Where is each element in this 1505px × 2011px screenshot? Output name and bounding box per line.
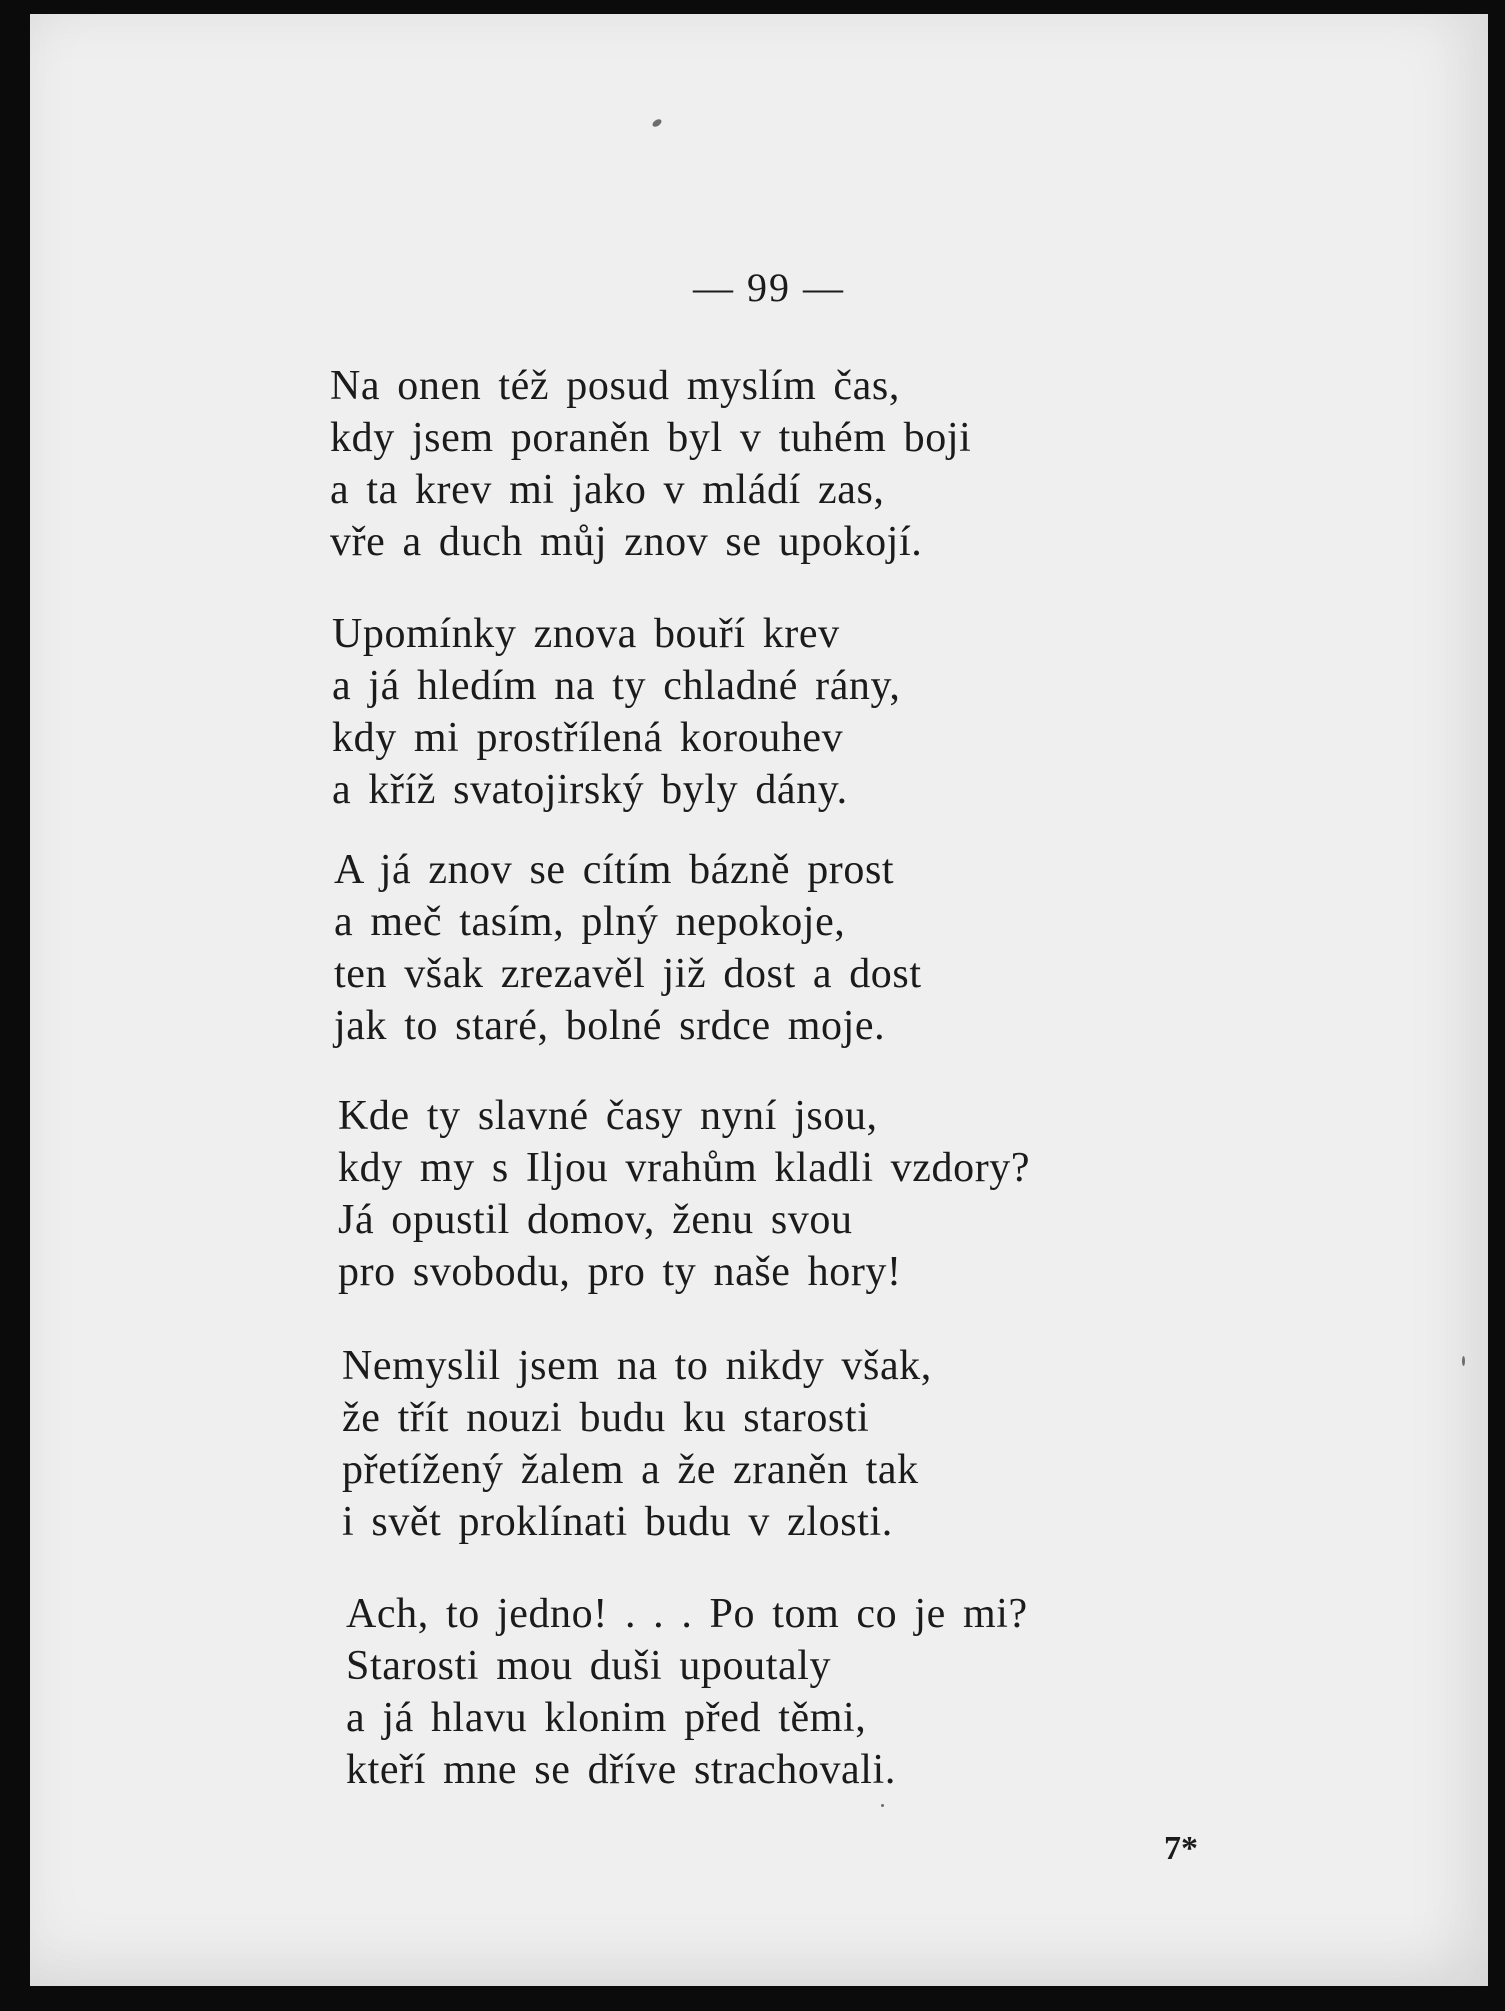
- stanza-2: [332, 608, 901, 816]
- poem-line: kteří mne se dříve strachovali.: [346, 1747, 896, 1793]
- poem-line: ten však zrezavěl již dost a dost: [334, 951, 922, 997]
- poem-line: a ta krev mi jako v mládí zas,: [330, 467, 885, 513]
- poem-line: a kříž svatojirský byly dány.: [332, 767, 848, 813]
- poem-line: Ach, to jedno! . . . Po tom co je mi?: [346, 1591, 1028, 1637]
- printer-signature-mark: 7*: [1164, 1830, 1198, 1867]
- poem-line: Kde ty slavné časy nyní jsou,: [338, 1093, 878, 1139]
- poem-line: jak to staré, bolné srdce moje.: [334, 1003, 886, 1049]
- page-number: — 99 —: [693, 265, 845, 310]
- poem-line: Já opustil domov, ženu svou: [338, 1197, 853, 1243]
- poem-line: Starosti mou duši upoutaly: [346, 1643, 832, 1689]
- poem-line: Upomínky znova bouří krev: [332, 611, 840, 657]
- poem-line: přetížený žalem a že zraněn tak: [342, 1447, 919, 1493]
- poem-line: a meč tasím, plný nepokoje,: [334, 899, 846, 945]
- poem-line: i svět proklínati budu v zlosti.: [342, 1499, 893, 1545]
- poem-line: pro svobodu, pro ty naše hory!: [338, 1249, 902, 1295]
- poem-line: kdy mi prostřílená korouhev: [332, 715, 844, 761]
- poem-line: Nemyslil jsem na to nikdy však,: [342, 1343, 932, 1389]
- stanza-3: [334, 844, 922, 1052]
- stanza-4: [338, 1090, 1030, 1298]
- poem-line: vře a duch můj znov se upokojí.: [330, 519, 923, 565]
- poem-line: kdy jsem poraněn byl v tuhém boji: [330, 415, 972, 461]
- paper-sheet: [30, 14, 1488, 1986]
- poem-line: A já znov se cítím bázně prost: [334, 847, 895, 893]
- stanza-1: [330, 360, 971, 568]
- poem-line: že třít nouzi budu ku starosti: [342, 1395, 870, 1441]
- poem-line: a já hledím na ty chladné rány,: [332, 663, 901, 709]
- poem-line: kdy my s Iljou vrahům kladli vzdory?: [338, 1145, 1031, 1191]
- stanza-5: [342, 1340, 932, 1548]
- poem-line: a já hlavu klonim před těmi,: [346, 1695, 867, 1741]
- poem-line: Na onen též posud myslím čas,: [330, 363, 900, 409]
- stanza-6: [346, 1588, 1028, 1796]
- poem: [30, 14, 1488, 1986]
